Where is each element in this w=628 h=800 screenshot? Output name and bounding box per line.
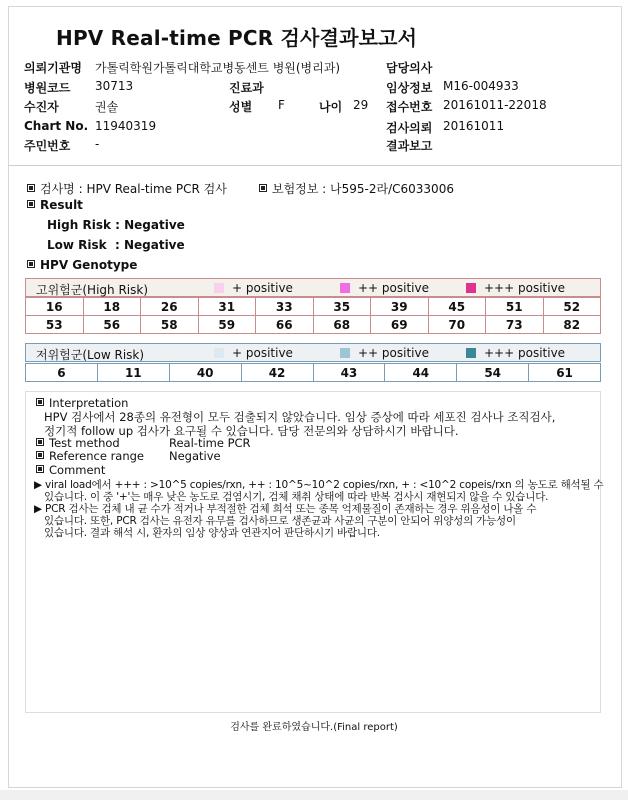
insurance-info: 보험정보 : 나595-2라/C6033006 bbox=[272, 182, 454, 196]
insurance-line bbox=[259, 180, 454, 197]
comment-1a: ▶ viral load에서 +++ : >10^5 copies/rxn, ++ : 10^5~10^2 copies/rxn, + : <10^2 copeis/rxn 의 농도로 해석될 수 bbox=[34, 479, 604, 491]
low-legend-plus3 bbox=[466, 346, 565, 360]
swatch-icon bbox=[340, 348, 350, 358]
legend-label: +++ positive bbox=[484, 281, 566, 295]
table-row bbox=[26, 316, 601, 334]
sex-label: 성별 bbox=[229, 100, 253, 114]
low-risk-header bbox=[25, 343, 601, 362]
request-date-label: 검사의뢰 bbox=[386, 121, 433, 135]
receipt-number-value: 20161011-22018 bbox=[443, 98, 547, 112]
genotype-cell: 35 bbox=[313, 298, 371, 316]
swatch-icon bbox=[214, 283, 224, 293]
genotype-cell: 66 bbox=[256, 316, 314, 334]
high-risk-table bbox=[25, 297, 601, 334]
test-method-value: Real-time PCR bbox=[169, 436, 251, 450]
bullet-square-icon bbox=[27, 260, 35, 268]
genotype-cell: 53 bbox=[26, 316, 84, 334]
comment-heading: Comment bbox=[49, 463, 106, 477]
patient-value: 권솔 bbox=[95, 100, 119, 114]
genotype-cell: 26 bbox=[141, 298, 199, 316]
comment-1b: 있습니다. 이 중 '+'는 매우 낮은 농도로 검염시기, 검체 채취 상태에 따라 반복 검사시 재현되지 않을 수 있습니다. bbox=[44, 491, 549, 503]
genotype-cell: 6 bbox=[26, 364, 98, 382]
final-report-note: 검사를 완료하였습니다.(Final report) bbox=[230, 722, 398, 733]
bullet-square-icon bbox=[259, 184, 267, 192]
genotype-cell: 16 bbox=[26, 298, 84, 316]
header-divider bbox=[8, 165, 622, 166]
high-legend-plus bbox=[214, 281, 293, 295]
genotype-cell: 52 bbox=[543, 298, 601, 316]
bullet-square-icon bbox=[36, 398, 44, 406]
hospital-code-value: 30713 bbox=[95, 79, 134, 93]
legend-label: ++ positive bbox=[358, 281, 429, 295]
legend-label: ++ positive bbox=[358, 346, 429, 360]
genotype-cell: 40 bbox=[169, 364, 241, 382]
chart-number-value: 11940319 bbox=[95, 119, 157, 133]
comment-2c: 있습니다. 결과 해석 시, 환자의 임상 양상과 연관지어 판단하시기 바랍니다. bbox=[44, 527, 380, 539]
genotype-cell: 56 bbox=[83, 316, 141, 334]
test-method-line bbox=[36, 436, 120, 450]
swatch-icon bbox=[466, 283, 476, 293]
comment-2b: 있습니다. 또한, PCR 검사는 유전자 유무를 검사하므로 생존균과 사균의 구분이 안되어 위양성의 가능성이 bbox=[44, 515, 516, 527]
low-risk-result: Low Risk : Negative bbox=[47, 238, 185, 252]
interpretation-text-1: HPV 검사에서 28종의 유전형이 모두 검출되지 않았습니다. 임상 증상에 따라 세포진 검사나 조직검사, bbox=[44, 410, 556, 424]
swatch-icon bbox=[340, 283, 350, 293]
bottom-bar bbox=[0, 790, 628, 800]
high-risk-result: High Risk : Negative bbox=[47, 218, 185, 232]
comment-2a: ▶ PCR 검사는 검체 내 균 수가 적거나 부적절한 검체 희석 또는 종목 억제물질이 존재하는 경우 위음성이 나올 수 bbox=[34, 503, 537, 515]
resident-number-label: 주민번호 bbox=[24, 139, 71, 153]
high-risk-label: 고위험군(High Risk) bbox=[36, 283, 148, 297]
genotype-cell: 42 bbox=[241, 364, 313, 382]
clinical-info-label: 임상정보 bbox=[386, 81, 433, 95]
legend-label: + positive bbox=[232, 346, 293, 360]
result-heading: Result bbox=[40, 198, 83, 212]
interpretation-text-2: 정기적 follow up 검사가 요구될 수 있습니다. 담당 전문의와 상담하시기 바랍니다. bbox=[44, 424, 459, 438]
genotype-cell: 54 bbox=[457, 364, 529, 382]
genotype-cell: 31 bbox=[198, 298, 256, 316]
patient-label: 수진자 bbox=[24, 100, 59, 114]
high-legend-plus2 bbox=[340, 281, 429, 295]
request-date-value: 20161011 bbox=[443, 119, 505, 133]
legend-label: +++ positive bbox=[484, 346, 566, 360]
table-row bbox=[26, 364, 601, 382]
sex-value: F bbox=[278, 98, 285, 112]
genotype-cell: 39 bbox=[371, 298, 429, 316]
test-name-line bbox=[27, 180, 227, 197]
low-legend-plus bbox=[214, 346, 293, 360]
bullet-square-icon bbox=[27, 200, 35, 208]
genotype-cell: 61 bbox=[529, 364, 601, 382]
genotype-cell: 70 bbox=[428, 316, 486, 334]
result-heading-line bbox=[27, 198, 83, 212]
comment-heading-line bbox=[36, 463, 105, 477]
genotype-cell: 11 bbox=[97, 364, 169, 382]
reference-range-line bbox=[36, 449, 144, 463]
low-legend-plus2 bbox=[340, 346, 429, 360]
genotype-cell: 33 bbox=[256, 298, 314, 316]
genotype-cell: 18 bbox=[83, 298, 141, 316]
low-risk-label: 저위험군(Low Risk) bbox=[36, 348, 145, 362]
genotype-heading-line bbox=[27, 258, 137, 272]
bullet-square-icon bbox=[36, 465, 44, 473]
swatch-icon bbox=[214, 348, 224, 358]
age-label: 나이 bbox=[319, 100, 343, 114]
bullet-square-icon bbox=[36, 451, 44, 459]
bullet-square-icon bbox=[36, 438, 44, 446]
receipt-number-label: 접수번호 bbox=[386, 100, 433, 114]
test-method-label: Test method bbox=[49, 436, 120, 450]
resident-number-value: - bbox=[95, 137, 100, 151]
doctor-label: 담당의사 bbox=[386, 61, 433, 75]
interpretation-heading: Interpretation bbox=[49, 396, 129, 410]
swatch-icon bbox=[466, 348, 476, 358]
table-row bbox=[26, 298, 601, 316]
genotype-cell: 73 bbox=[486, 316, 544, 334]
genotype-cell: 45 bbox=[428, 298, 486, 316]
genotype-cell: 82 bbox=[543, 316, 601, 334]
bullet-square-icon bbox=[27, 184, 35, 192]
test-name: 검사명 : HPV Real-time PCR 검사 bbox=[40, 182, 227, 196]
age-value: 29 bbox=[353, 98, 369, 112]
reference-range-label: Reference range bbox=[49, 449, 145, 463]
genotype-heading: HPV Genotype bbox=[40, 258, 138, 272]
chart-number-label: Chart No. bbox=[24, 119, 89, 133]
genotype-cell: 43 bbox=[313, 364, 385, 382]
high-risk-header bbox=[25, 278, 601, 297]
genotype-cell: 51 bbox=[486, 298, 544, 316]
interpretation-box bbox=[25, 391, 604, 713]
high-legend-plus3 bbox=[466, 281, 565, 295]
reference-range-value: Negative bbox=[169, 449, 221, 463]
genotype-cell: 68 bbox=[313, 316, 371, 334]
genotype-cell: 59 bbox=[198, 316, 256, 334]
hospital-code-label: 병원코드 bbox=[24, 81, 71, 95]
genotype-cell: 44 bbox=[385, 364, 457, 382]
low-risk-table bbox=[25, 363, 601, 382]
legend-label: + positive bbox=[232, 281, 293, 295]
hospital-value: 가톨릭학원가톨릭대학교병동센트 병원(병리과) bbox=[95, 61, 341, 75]
clinical-info-value: M16-004933 bbox=[443, 79, 519, 93]
genotype-cell: 69 bbox=[371, 316, 429, 334]
result-report-label: 결과보고 bbox=[386, 139, 433, 153]
hospital-label: 의뢰기관명 bbox=[24, 61, 82, 75]
interpretation-heading-line bbox=[36, 396, 128, 410]
genotype-cell: 58 bbox=[141, 316, 199, 334]
department-label: 진료과 bbox=[229, 81, 264, 95]
report-title: HPV Real-time PCR 검사결과보고서 bbox=[56, 26, 418, 50]
